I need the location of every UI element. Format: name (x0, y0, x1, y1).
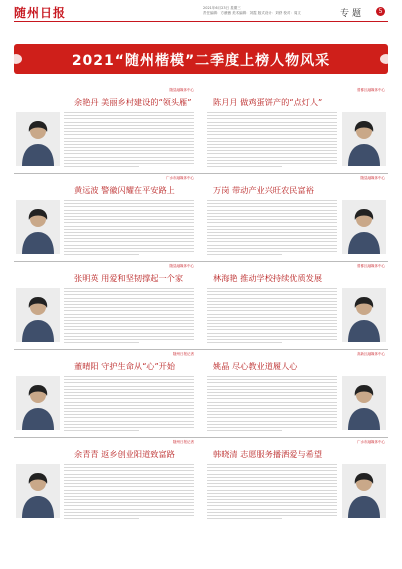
portrait-icon (16, 112, 60, 166)
portrait-icon (16, 288, 60, 342)
row-divider (14, 173, 388, 174)
profile-headline: 余艳丹 美丽乡村建设的“领头雁” (74, 97, 192, 107)
portrait-icon (16, 464, 60, 518)
issue-meta (203, 6, 333, 16)
profile-headline: 陈月月 做鸡蛋饼产的“点灯人” (213, 97, 323, 107)
profile-card (205, 176, 388, 266)
profile-body-text (207, 376, 337, 436)
issue-editors: 责任编辑：方薇薇 美术编辑：刘霞 版式设计：刘舒 校对：周文 (203, 11, 301, 15)
section-title: 专题 (340, 9, 365, 19)
profile-card (14, 440, 197, 530)
portrait-icon (16, 200, 60, 254)
masthead-rule (14, 21, 388, 22)
profile-source: 随县融媒体中心 (360, 176, 385, 180)
portrait-icon (342, 200, 386, 254)
profile-card (205, 440, 388, 530)
portrait-photo (342, 112, 386, 166)
profile-source: 随县融媒体中心 (169, 264, 194, 268)
profile-source: 曾都区融媒体中心 (357, 88, 385, 92)
feature-banner (14, 44, 388, 74)
profile-body-text (64, 464, 194, 524)
profile-card (14, 176, 197, 266)
portrait-photo (16, 288, 60, 342)
profile-card (14, 352, 197, 442)
portrait-photo (16, 200, 60, 254)
profile-source: 广水市融媒体中心 (166, 176, 194, 180)
profile-body-text (64, 288, 194, 348)
profile-headline: 韩晓清 志愿服务播洒爱与希望 (213, 449, 323, 459)
portrait-icon (342, 464, 386, 518)
profile-source: 随县融媒体中心 (169, 88, 194, 92)
profile-source: 高新区融媒体中心 (357, 352, 385, 356)
profile-card (205, 264, 388, 354)
portrait-photo (16, 112, 60, 166)
portrait-photo (342, 200, 386, 254)
profile-headline: 董晴阳 守护生命从“心”开始 (74, 361, 176, 371)
issue-date: 2021年6月23日 星期三 (203, 6, 241, 10)
profile-source: 随州日报记者 (173, 352, 194, 356)
profile-card (205, 88, 388, 178)
portrait-icon (16, 376, 60, 430)
masthead (0, 0, 402, 36)
profile-card (14, 88, 197, 178)
profile-card (205, 352, 388, 442)
row-divider (14, 349, 388, 350)
portrait-icon (342, 288, 386, 342)
profile-headline: 姚晶 尽心教业道履人心 (213, 361, 298, 371)
profile-source: 随州日报记者 (173, 440, 194, 444)
portrait-icon (342, 112, 386, 166)
profile-headline: 黄远波 警徽闪耀在平安路上 (74, 185, 175, 195)
profile-body-text (64, 376, 194, 436)
profile-headline: 张明英 用爱和坚韧撑起一个家 (74, 273, 184, 283)
portrait-icon (342, 376, 386, 430)
profile-body-text (207, 112, 337, 172)
profile-card (14, 264, 197, 354)
page-number-badge: 5 (376, 7, 385, 16)
profile-body-text (64, 200, 194, 260)
profile-body-text (207, 200, 337, 260)
portrait-photo (16, 376, 60, 430)
row-divider (14, 261, 388, 262)
banner-title: 2021“随州楷模”二季度上榜人物风采 (71, 53, 331, 69)
profile-body-text (64, 112, 194, 172)
profile-source: 广水市融媒体中心 (357, 440, 385, 444)
profile-headline: 余青青 返乡创业阳道致富路 (74, 449, 175, 459)
profile-headline: 万岗 带动产业兴旺农民富裕 (213, 185, 314, 195)
portrait-photo (342, 288, 386, 342)
portrait-photo (16, 464, 60, 518)
profile-headline: 林海艳 推动学校持续优质发展 (213, 273, 323, 283)
profile-body-text (207, 464, 337, 524)
portrait-photo (342, 376, 386, 430)
newspaper-logo: 随州日报 (14, 6, 67, 20)
profile-source: 曾都区融媒体中心 (357, 264, 385, 268)
portrait-photo (342, 464, 386, 518)
row-divider (14, 437, 388, 438)
profile-body-text (207, 288, 337, 348)
